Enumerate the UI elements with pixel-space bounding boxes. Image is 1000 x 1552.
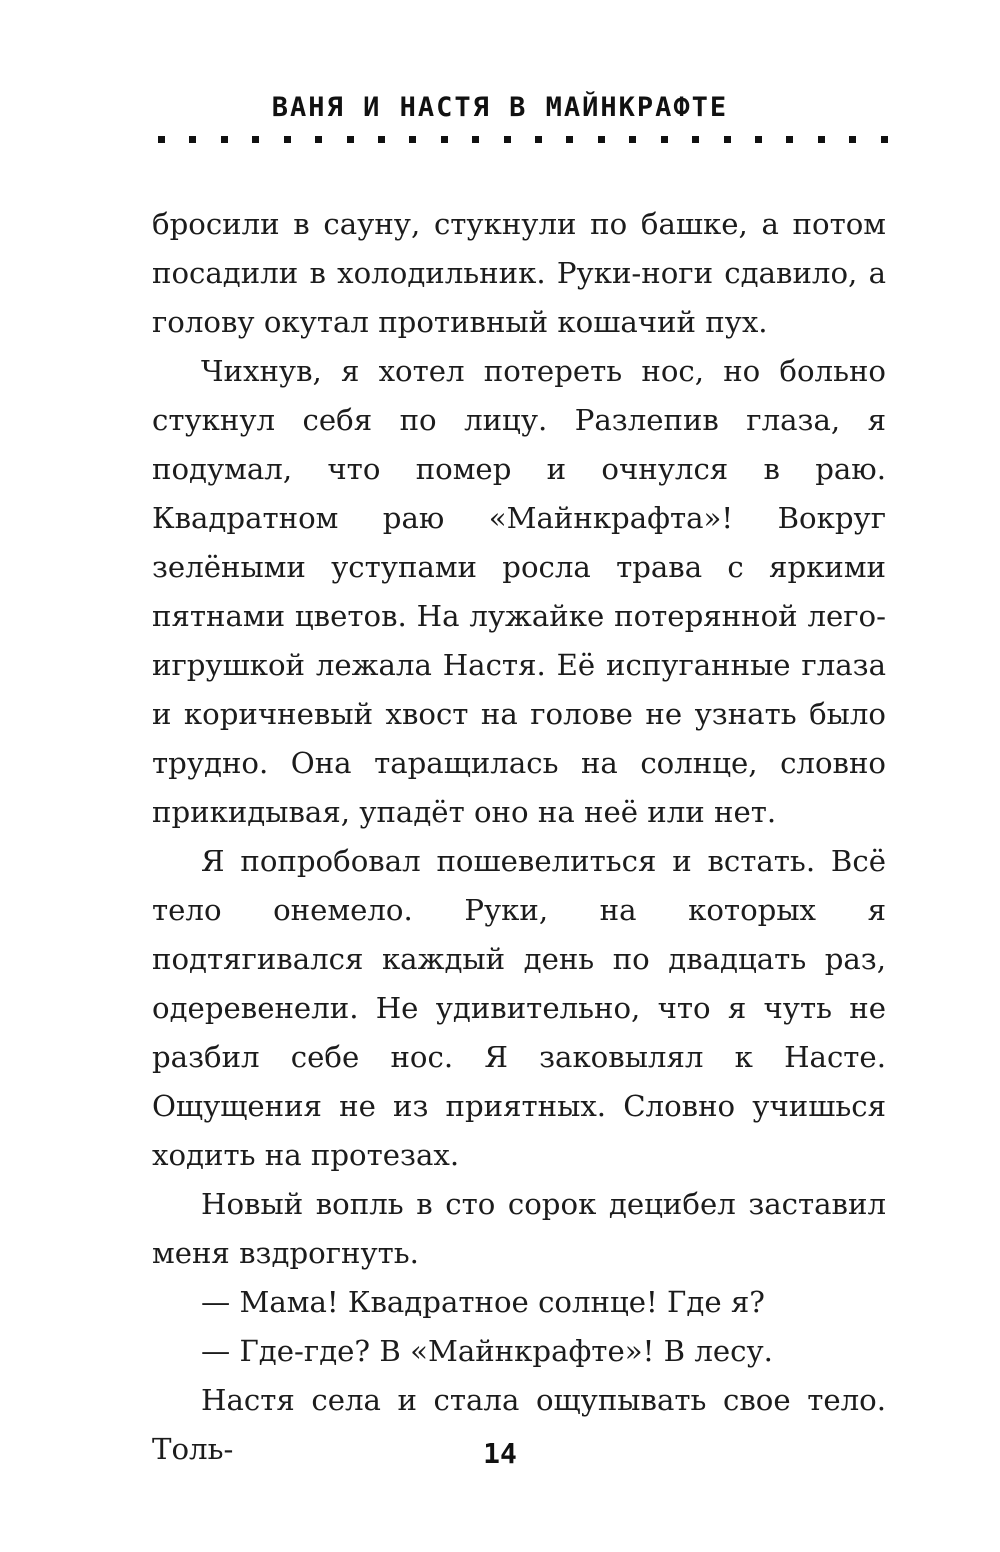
rule-dot [629, 136, 636, 143]
rule-dot [378, 136, 385, 143]
page-number: 14 [483, 1437, 517, 1470]
rule-dot [504, 136, 511, 143]
paragraph-1: бросили в сауну, стукнули по башке, а потом посадили в холодильник. Руки-ноги сдавило, а голову окутал противный кошачий пух. [152, 207, 886, 339]
paragraph-2: Чихнув, я хотел потереть нос, но больно стукнул себя по лицу. Разлепив глаза, я подумал, что помер и очнулся в раю. Квадратном раю «Майнкрафта»! Вокруг зелёными уступами росла трава с яркими пятнами цветов. На лужайке потерянной лего-игрушкой лежала Настя. Её испуганные глаза и коричневый хвост на голове не узнать было трудно. Она таращилась на солнце, словно прикидывая, упадёт оно на неё или нет. [152, 354, 886, 829]
running-title: ВАНЯ И НАСТЯ В МАЙНКРАФТЕ [271, 92, 729, 123]
rule-dot [566, 136, 573, 143]
rule-dot [347, 136, 354, 143]
dialogue-line-2: — Где-где? В «Майнкрафте»! В лесу. [201, 1334, 773, 1368]
rule-dot [252, 136, 259, 143]
rule-dot [786, 136, 793, 143]
rule-dot [881, 136, 888, 143]
decorative-dot-rule [158, 134, 888, 144]
rule-dot [189, 136, 196, 143]
rule-dot [818, 136, 825, 143]
rule-dot [315, 136, 322, 143]
body-text [152, 200, 886, 1474]
rule-dot [472, 136, 479, 143]
rule-dot [661, 136, 668, 143]
rule-dot [441, 136, 448, 143]
rule-dot [221, 136, 228, 143]
rule-dot [284, 136, 291, 143]
rule-dot [409, 136, 416, 143]
rule-dot [755, 136, 762, 143]
rule-dot [535, 136, 542, 143]
dialogue-line-1: — Мама! Квадратное солнце! Где я? [201, 1285, 765, 1319]
rule-dot [598, 136, 605, 143]
rule-dot [724, 136, 731, 143]
paragraph-4: Новый вопль в сто сорок децибел заставил меня вздрогнуть. [152, 1187, 886, 1270]
rule-dot [849, 136, 856, 143]
paragraph-5: Настя села и стала ощупывать свое тело. Толь- [152, 1383, 886, 1466]
rule-dot [692, 136, 699, 143]
rule-dot [158, 136, 165, 143]
paragraph-3: Я попробовал пошевелиться и встать. Всё тело онемело. Руки, на которых я подтягивался каждый день по двадцать раз, одеревенели. Не удивительно, что я чуть не разбил себе нос. Я заковылял к Насте. Ощущения не из приятных. Словно учишься ходить на протезах. [152, 844, 886, 1172]
